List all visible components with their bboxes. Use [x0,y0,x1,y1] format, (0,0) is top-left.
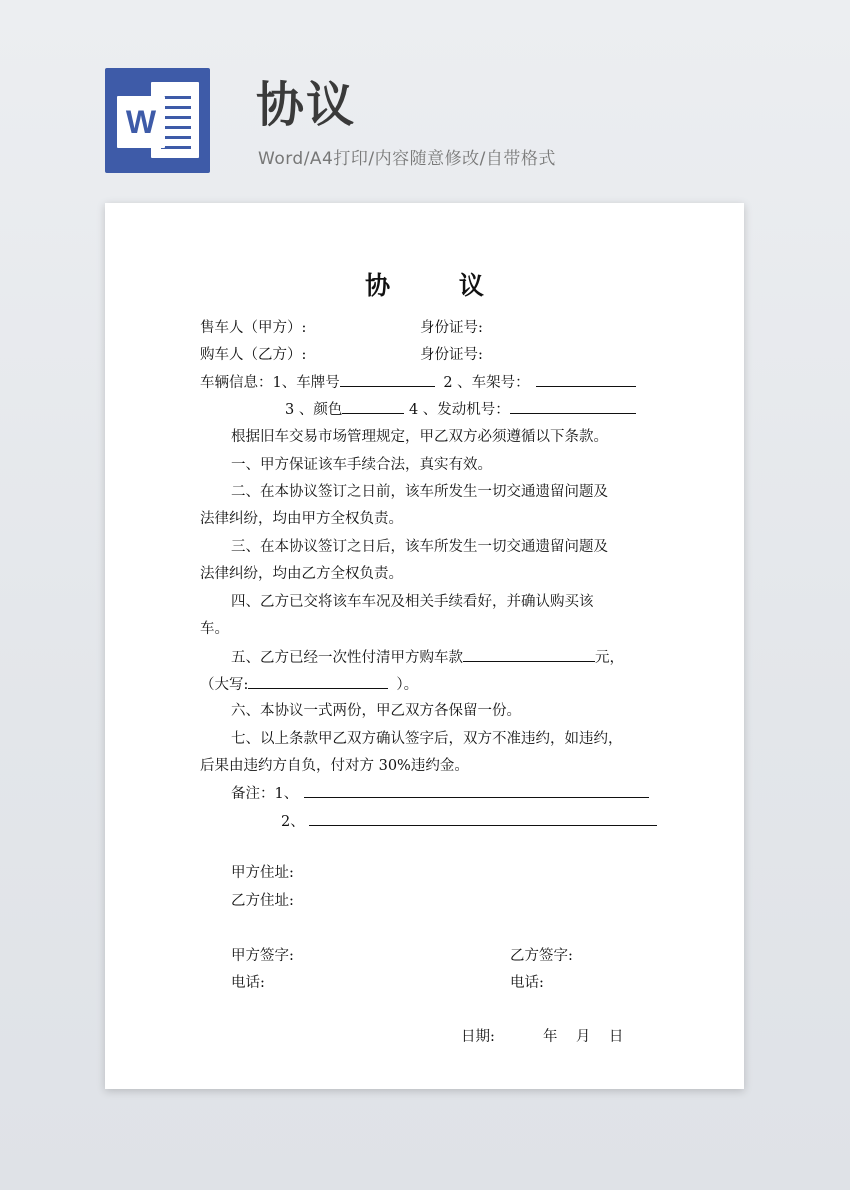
vehicle-engine-label: 4 、发动机号： [408,402,510,418]
clause-3-line-1: 三、在本协议签订之日后，该车所发生一切交通遗留问题及 [231,539,608,555]
document-title: 协 议 [365,271,514,300]
page-title: 协议 [256,77,357,133]
vehicle-frame-label: 2 、车架号： [443,375,530,391]
remark-1-label: 备注：1、 [231,786,299,802]
clause-1: 一、甲方保证该车手续合法，真实有效。 [231,457,492,473]
daxie-blank [248,674,388,689]
date-fields: 年 月 日 [543,1029,624,1045]
vehicle-color-label: 3 、颜色 [285,402,343,418]
clause-6: 六、本协议一式两份，甲乙双方各保留一份。 [231,703,521,719]
clause-5-yuan: 元， [595,650,624,666]
frame-blank [536,372,636,387]
daxie-open: （大写: [200,677,249,693]
remark-1-line [231,783,649,804]
remark-2-line [281,811,657,832]
party-b-address: 乙方住址: [231,893,294,909]
vehicle-info-line [200,372,636,393]
document-page [105,203,744,1089]
clause-5-line-1 [231,647,624,668]
clause-2-line-2: 法律纠纷，均由甲方全权负责。 [200,511,403,527]
clause-7-line-1: 七、以上条款甲乙双方确认签字后，双方不准违约，如违约， [231,731,623,747]
seller-id-label: 身份证号: [420,320,483,336]
party-a-signature: 甲方签字: [231,948,294,964]
vehicle-color-line [285,399,636,420]
party-b-phone: 电话: [510,975,544,991]
page-subtitle: Word/A4打印/内容随意修改/自带格式 [258,149,556,169]
clause-7-line-2: 后果由违约方自负，付对方 30%违约金。 [200,758,469,774]
engine-blank [510,399,636,414]
remark-2-blank [309,811,657,826]
intro-text: 根据旧车交易市场管理规定，甲乙双方必须遵循以下条款。 [231,429,608,445]
word-letter-badge: W [117,96,165,148]
word-icon [105,68,210,173]
daxie-close: ）。 [396,677,419,693]
plate-blank [340,372,435,387]
clause-2-line-1: 二、在本协议签订之日前，该车所发生一切交通遗留问题及 [231,484,608,500]
buyer-id-label: 身份证号: [420,347,483,363]
clause-4-line-2: 车。 [200,621,229,637]
party-a-address: 甲方住址: [231,865,294,881]
remark-2-label: 2、 [281,814,305,830]
party-b-signature: 乙方签字: [510,948,573,964]
party-a-phone: 电话: [231,975,265,991]
vehicle-plate-label: 车辆信息：1、车牌号 [200,375,340,391]
remark-1-blank [304,783,649,798]
date-label: 日期: [461,1029,495,1045]
clause-5-line-2 [200,674,418,695]
buyer-label: 购车人（乙方）: [200,347,307,363]
seller-label: 售车人（甲方）: [200,320,307,336]
clause-5-text: 五、乙方已经一次性付清甲方购车款 [231,650,463,666]
clause-4-line-1: 四、乙方已交将该车车况及相关手续看好，并确认购买该 [231,594,594,610]
color-blank [342,399,404,414]
payment-blank [463,647,595,662]
clause-3-line-2: 法律纠纷，均由乙方全权负责。 [200,566,403,582]
